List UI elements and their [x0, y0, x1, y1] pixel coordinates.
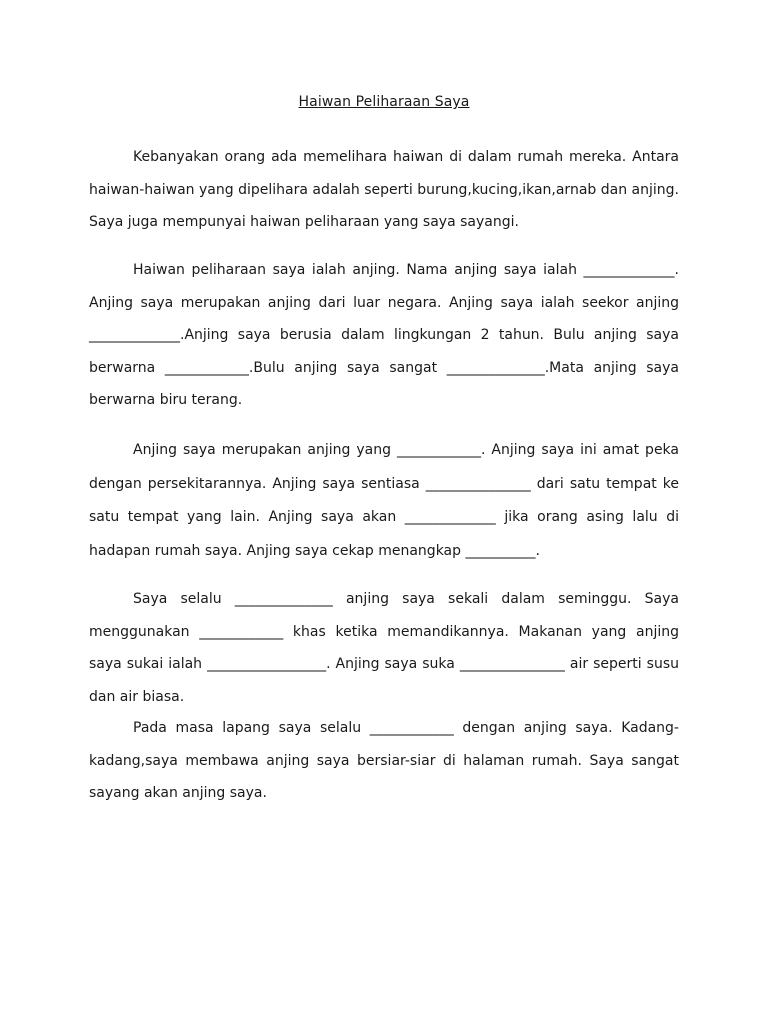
paragraph-1: Kebanyakan orang ada memelihara haiwan di dalam rumah mereka. Antara haiwan-haiwan yang dipelihara adalah seperti burung,kucing,ikan,arnab dan anjing. Saya juga mempunyai haiwan peliharaan yang saya sayangi.	[89, 149, 679, 230]
paragraph-3: Anjing saya merupakan anjing yang ____________. Anjing saya ini amat peka dengan persekitarannya. Anjing saya sentiasa _______________ dari satu tempat ke satu tempat yang lain. Anjing saya akan _____________ jika orang asing lalu di hadapan rumah saya. Anjing saya cekap menangkap __________.	[89, 442, 679, 559]
paragraph-4: Saya selalu ______________ anjing saya sekali dalam seminggu. Saya menggunakan ____________ khas ketika memandikannya. Makanan yang anjing saya sukai ialah _________________. Anjing saya suka _______________ air seperti susu dan air biasa.	[89, 591, 679, 705]
document-title: Haiwan Peliharaan Saya	[298, 94, 470, 110]
paragraph-2: Haiwan peliharaan saya ialah anjing. Nama anjing saya ialah _____________. Anjing saya merupakan anjing dari luar negara. Anjing saya ialah seekor anjing _____________.Anjing saya berusia dalam lingkungan 2 tahun. Bulu anjing saya berwarna ____________.Bulu anjing saya sangat ______________.Mata anjing saya berwarna biru terang.	[89, 262, 679, 408]
paragraph-5: Pada masa lapang saya selalu ____________ dengan anjing saya. Kadang-kadang,saya membawa anjing saya bersiar-siar di halaman rumah. Saya sangat sayang akan anjing saya.	[89, 720, 679, 801]
